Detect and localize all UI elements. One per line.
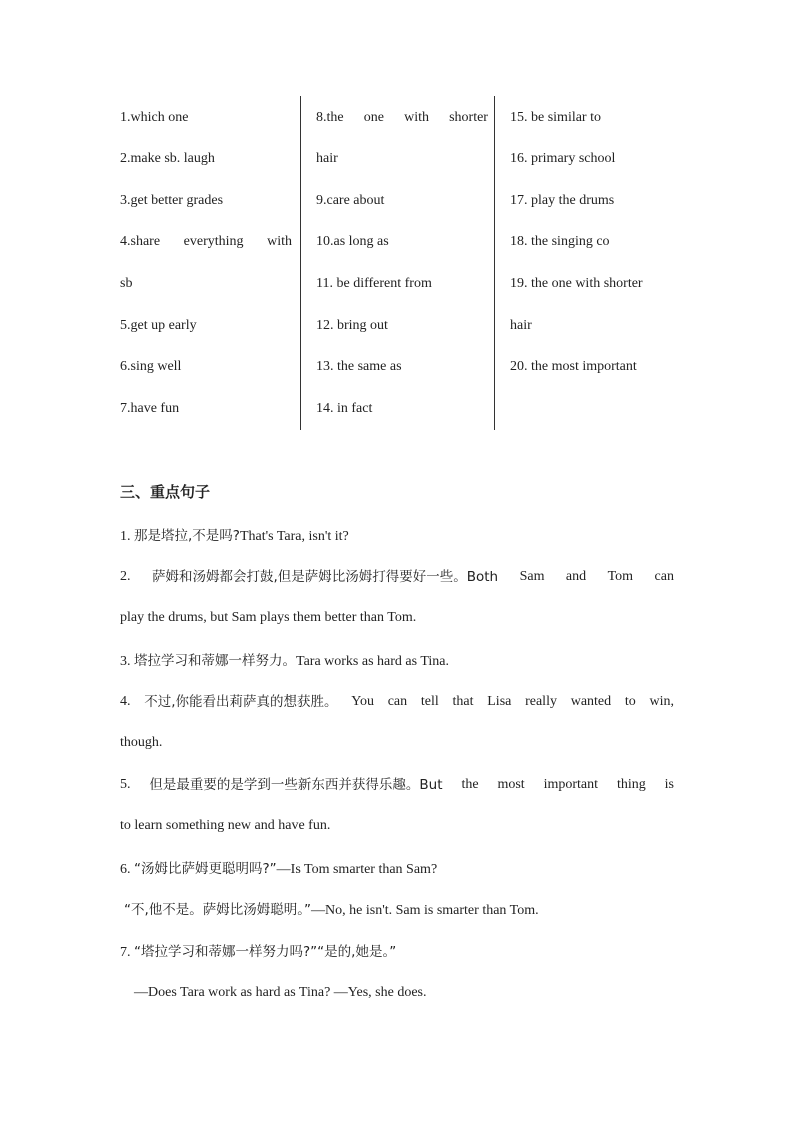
sentence-1 bbox=[120, 527, 349, 546]
sentence-6-answer bbox=[124, 901, 539, 920]
phrase-item bbox=[110, 233, 300, 251]
sentence-2-continued: play the drums, but Sam plays them better than Tom. bbox=[120, 610, 417, 625]
sentence-chinese: 萨姆和汤姆都会打鼓,但是萨姆比汤姆打得要好一些。Both bbox=[151, 569, 499, 585]
sentence-english: —No, he isn't. Sam is smarter than Tom. bbox=[311, 903, 539, 918]
sentence-word: to bbox=[624, 694, 636, 709]
phrase-word: one bbox=[363, 110, 384, 125]
sentence-word: Tom bbox=[607, 569, 634, 584]
phrase-word: with bbox=[267, 234, 292, 249]
sentence-number: 7. bbox=[120, 945, 134, 960]
sentence-word: really bbox=[525, 694, 557, 709]
phrase-item: 12. bring out bbox=[316, 318, 388, 333]
sentence-word: important bbox=[543, 777, 599, 792]
phrase-item: 13. the same as bbox=[316, 359, 402, 374]
phrase-word: with bbox=[404, 110, 429, 125]
sentence-word: win, bbox=[649, 694, 674, 709]
sentence-2 bbox=[120, 568, 674, 586]
phrase-item: 9.care about bbox=[316, 193, 385, 208]
sentence-4 bbox=[120, 693, 674, 711]
sentence-word: wanted bbox=[570, 694, 612, 709]
sentence-chinese: “汤姆比萨姆更聪明吗?” bbox=[134, 861, 277, 877]
phrase-item: 2.make sb. laugh bbox=[120, 151, 215, 166]
sentence-english: Tara works as hard as Tina. bbox=[296, 654, 449, 669]
phrase-item: hair bbox=[316, 151, 338, 166]
phrase-item: 7.have fun bbox=[120, 401, 180, 416]
sentence-word: the bbox=[461, 777, 479, 792]
sentence-5 bbox=[120, 776, 674, 794]
section-title: 三、重点句子 bbox=[120, 483, 211, 501]
phrase-word: 8.the bbox=[316, 110, 344, 125]
sentence-5-continued: to learn something new and have fun. bbox=[120, 818, 331, 833]
sentence-chinese: 那是塔拉,不是吗? bbox=[134, 528, 240, 544]
sentence-word: Sam bbox=[519, 569, 545, 584]
sentence-word: can bbox=[654, 569, 674, 584]
phrase-item: 16. primary school bbox=[510, 151, 616, 166]
phrase-item: 20. the most important bbox=[510, 359, 637, 374]
phrase-item: 17. play the drums bbox=[510, 193, 615, 208]
phrase-word: 4.share bbox=[120, 234, 161, 249]
sentence-number: 6. bbox=[120, 862, 134, 877]
sentence-word: tell bbox=[420, 694, 439, 709]
sentence-word: Lisa bbox=[487, 694, 512, 709]
sentence-number: 5. bbox=[120, 777, 131, 792]
phrase-word: shorter bbox=[449, 110, 488, 125]
phrase-column-3 bbox=[494, 96, 686, 430]
sentence-english: That's Tara, isn't it? bbox=[239, 529, 349, 544]
sentence-word: is bbox=[664, 777, 674, 792]
sentence-number: 3. bbox=[120, 654, 134, 669]
sentence-number: 1. bbox=[120, 529, 134, 544]
phrase-item: 3.get better grades bbox=[120, 193, 224, 208]
sentence-6 bbox=[120, 860, 437, 879]
phrase-item: 6.sing well bbox=[120, 359, 182, 374]
phrase-item: 19. the one with shorter bbox=[510, 276, 643, 291]
sentence-number: 4. bbox=[120, 694, 131, 709]
sentence-word: most bbox=[497, 777, 525, 792]
phrase-item: 11. be different from bbox=[316, 276, 432, 291]
sentence-word: You bbox=[351, 694, 374, 709]
sentence-7 bbox=[120, 943, 396, 962]
phrase-item: 15. be similar to bbox=[510, 110, 601, 125]
phrase-item bbox=[301, 109, 494, 127]
phrase-column-1 bbox=[110, 96, 300, 430]
sentence-number: 2. bbox=[120, 569, 131, 584]
sentence-3 bbox=[120, 652, 449, 671]
sentence-word: and bbox=[565, 569, 587, 584]
sentence-chinese: 但是最重要的是学到一些新东西并获得乐趣。But bbox=[149, 777, 443, 793]
sentence-chinese: “不,他不是。萨姆比汤姆聪明。” bbox=[124, 902, 312, 918]
sentence-word: can bbox=[387, 694, 408, 709]
phrase-item: 5.get up early bbox=[120, 318, 197, 333]
sentence-english: —Is Tom smarter than Sam? bbox=[276, 862, 438, 877]
phrase-item: 14. in fact bbox=[316, 401, 373, 416]
phrase-column-2 bbox=[300, 96, 494, 430]
sentence-7-english: —Does Tara work as hard as Tina? —Yes, she does. bbox=[134, 985, 427, 1000]
phrase-item: 1.which one bbox=[120, 110, 189, 125]
phrase-item: 18. the singing co bbox=[510, 234, 610, 249]
sentence-chinese: “塔拉学习和蒂娜一样努力吗?”“是的,她是。” bbox=[134, 944, 397, 960]
sentence-word: that bbox=[452, 694, 474, 709]
sentence-chinese: 不过,你能看出莉萨真的想获胜。 bbox=[144, 694, 338, 710]
sentence-chinese: 塔拉学习和蒂娜一样努力。 bbox=[134, 653, 296, 669]
phrase-item: hair bbox=[510, 318, 532, 333]
sentence-4-continued: though. bbox=[120, 735, 163, 750]
phrase-word: everything bbox=[183, 234, 244, 249]
sentence-word: thing bbox=[616, 777, 646, 792]
phrase-item: 10.as long as bbox=[316, 234, 389, 249]
phrase-item: sb bbox=[120, 276, 133, 291]
phrase-table bbox=[110, 96, 686, 430]
